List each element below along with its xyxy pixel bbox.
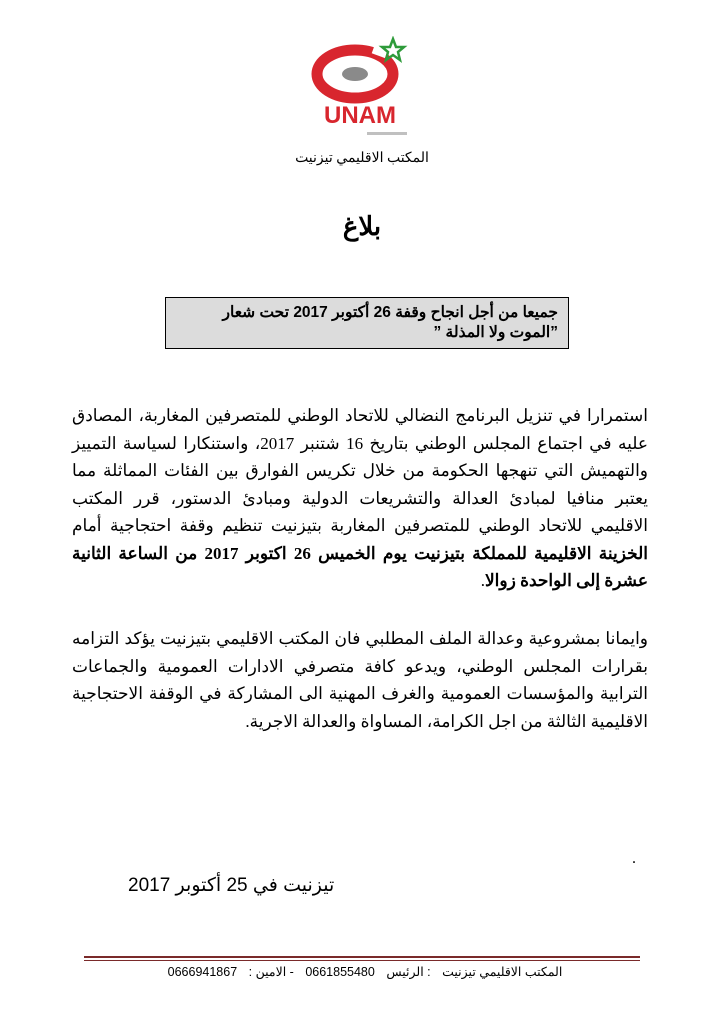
para1-end: . <box>480 571 485 590</box>
footer-treasurer-phone: 0666941867 <box>167 965 238 979</box>
footer-office: المكتب الاقليمي تيزنيت <box>442 965 563 979</box>
footer-divider-thin <box>84 960 640 961</box>
date-line: تيزنيت في 25 أكتوبر 2017 <box>128 875 335 896</box>
slogan-box <box>165 297 569 349</box>
unam-logo <box>305 36 415 136</box>
footer-treasurer-label: - الامين : <box>248 965 294 979</box>
logo-emblem-icon <box>305 36 415 106</box>
logo-text: UNAM <box>324 102 396 129</box>
dot-mark: . <box>632 850 636 867</box>
footer-president-label: : الرئيس <box>386 965 431 979</box>
footer-president-phone: 0661855480 <box>305 965 375 979</box>
slogan-line-1: جميعا من أجل انجاح وقفة 26 أكتوبر 2017 تحت شعار <box>222 304 558 321</box>
body-paragraph-2: وايمانا بمشروعية وعدالة الملف المطلبي فان المكتب الاقليمي بتيزنيت يؤكد التزامه بقرارات المجلس الوطني، ويدعو كافة متصرفي الادارات العمومية والجماعات الترابية والمؤسسات العمومية والغرف المهنية الى المشاركة في الوقفة الاحتجاجية الاقليمية الثالثة من اجل الكرامة، المساواة والعدالة الاجرية. <box>72 629 648 731</box>
logo-underline <box>367 132 407 135</box>
document-title: بلاغ <box>342 212 382 241</box>
office-name: المكتب الاقليمي تيزنيت <box>295 151 429 166</box>
para1-bold-text: الخزينة الاقليمية للمملكة بتيزنيت يوم الخميس 26 اكتوبر 2017 من الساعة الثانية عشرة إلى الواحدة زوالا <box>72 543 648 590</box>
footer-contact <box>140 964 590 979</box>
body-paragraph-1 <box>72 402 648 595</box>
slogan-line-2: ”الموت ولا المذلة ” <box>433 324 558 341</box>
footer-divider <box>84 956 640 958</box>
para1-text: استمرارا في تنزيل البرنامج النضالي للاتحاد الوطني للمتصرفين المغاربة، المصادق عليه في اجتماع المجلس الوطني بتاريخ 16 شتنبر 2017، واستنكارا لسياسة التمييز والتهميش التي تنهجها الحكومة من خلال تكريس الفوارق بين الفئات المماثلة مما يعتبر منافيا لمبادئ العدالة والتشريعات الدولية ومبادئ الدستور، قرر المكتب الاقليمي للاتحاد الوطني للمتصرفين المغاربة بتيزنيت تنظيم وقفة احتجاجية أمام <box>72 406 648 535</box>
